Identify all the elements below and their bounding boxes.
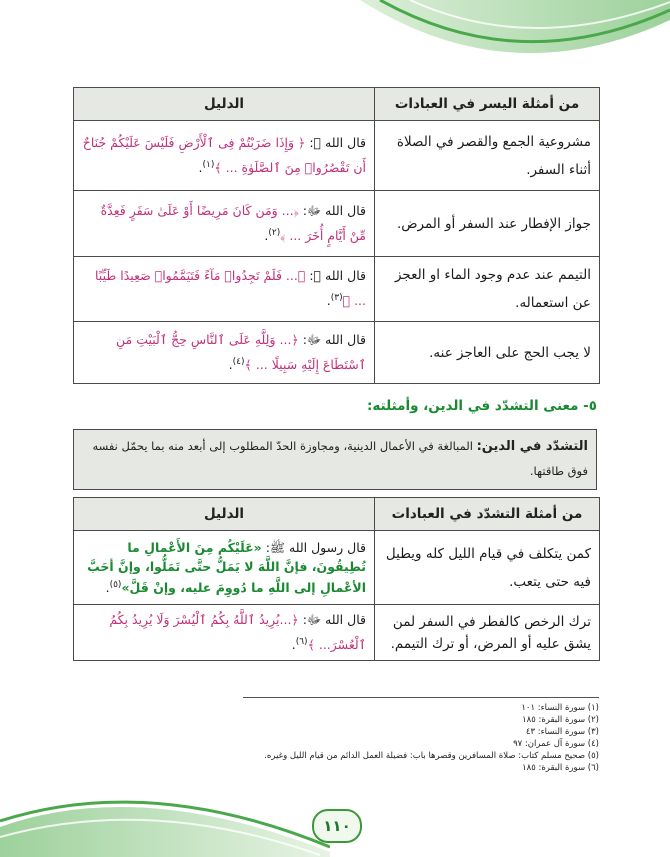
example-cell: التيمم عند عدم وجود الماء او العجز عن استعماله. <box>375 257 600 322</box>
evidence-cell: قال الله ﷻ: ﴿...يُرِيدُ ٱللَّهُ بِكُمُ ٱلْيُسْرَ وَلَا يُرِيدُ بِكُمُ ٱلْعُسْرَ... ﴾$^{(٦)}$. <box>74 605 375 661</box>
quran-quote: ﴿ وَإِذَا ضَرَبْتُمْ فِى ٱلْأَرْضِ فَلَيْسَ عَلَيْكُمْ جُنَاحٌ أَن تَقْصُرُوا۟ مِنَ ٱلصَّلَوٰةِ ... ﴾ <box>82 134 366 176</box>
evidence-intro: قال الله ﷻ: <box>302 331 366 347</box>
evidence-intro: قال الله ﷻ: <box>302 202 366 218</box>
column-header-evidence: الدليل <box>74 498 375 531</box>
footnote-ref: (١) <box>202 159 215 170</box>
footnote-item: (٦) سورة البقرة: ١٨٥ <box>522 763 599 773</box>
evidence-intro: قال رسول الله ﷺ: <box>265 539 366 555</box>
footnote-ref: (٦) <box>295 637 308 647</box>
table-row <box>74 322 600 384</box>
column-header-evidence: الدليل <box>74 88 375 121</box>
page-number: ١١٠ <box>312 809 362 843</box>
example-cell: جواز الإفطار عند السفر أو المرض. <box>375 191 600 257</box>
quran-quote: ﴿... فَلَمْ تَجِدُوا۟ مَآءً فَتَيَمَّمُوا۟ صَعِيدًا طَيِّبًا ... ﴾ <box>95 268 366 309</box>
definition-term: التشدّد في الدين: <box>476 439 588 454</box>
hadith-quote: «عَلَيْكُم مِنَ الأَعْمالِ ما تُطِيقُونَ، فإنَّ اللَّهَ لا يَمَلُّ حتَّى تَمَلُّوا، وإنَّ أحَبَّ الأعْمالِ إلى اللَّهِ ما دُووِمَ عليه، وإنْ قَلَّ» <box>87 539 366 596</box>
top-ornament <box>360 0 670 60</box>
evidence-intro: قال الله ﷻ: <box>309 268 366 284</box>
example-cell: ترك الرخص كالفطر في السفر لمن يشق عليه أو المرض، أو ترك التيمم. <box>375 605 600 661</box>
evidence-cell: قال رسول الله ﷺ: «عَلَيْكُم مِنَ الأَعْمالِ ما تُطِيقُونَ، فإنَّ اللَّهَ لا يَمَلُّ حتَّى تَمَلُّوا، وإنَّ أحَبَّ الأعْمالِ إلى اللَّهِ ما دُووِمَ عليه، وإنْ قَلَّ»$^{(٥)}$. <box>74 531 375 605</box>
footnote-ref: (٢) <box>268 227 281 238</box>
evidence-intro: قال الله ﷻ: <box>309 134 366 150</box>
example-cell: كمن يتكلف في قيام الليل كله ويطيل فيه حتى يتعب. <box>375 531 600 605</box>
table-row <box>74 121 600 191</box>
evidence-cell: قال الله ﷻ: ﴿ وَإِذَا ضَرَبْتُمْ فِى ٱلْأَرْضِ فَلَيْسَ عَلَيْكُمْ جُنَاحٌ أَن تَقْصُرُوا۟ مِنَ ٱلصَّلَوٰةِ ... ﴾$^{(١)}$. <box>74 121 375 191</box>
strictness-examples-table <box>73 497 600 661</box>
footnote-ref: (٤) <box>232 356 245 367</box>
table-row <box>74 257 600 322</box>
footnote-item: (٢) سورة البقرة: ١٨٥ <box>522 715 599 725</box>
section-title: ٥- معنى التشدّد في الدين، وأمثلته: <box>366 398 597 414</box>
table-header-row <box>74 88 600 121</box>
footnote-item: (٥) صحيح مسلم كتاب: صلاة المسافرين وقصرها باب: فضيلة العمل الدائم من قيام الليل وغيره. <box>264 751 599 761</box>
footnote-ref: (٥) <box>109 579 122 590</box>
quran-quote: ﴿... وَلِلَّهِ عَلَى ٱلنَّاسِ حِجُّ ٱلْبَيْتِ مَنِ ٱسْتَطَاعَ إِلَيْهِ سَبِيلًا ... ﴾ <box>116 331 366 373</box>
footnote-divider <box>243 697 599 698</box>
evidence-cell: قال الله ﷻ: ﴿... وَمَن كَانَ مَرِيضًا أَوْ عَلَىٰ سَفَرٍ فَعِدَّةٌ مِّنْ أَيَّامٍ أُخَرَ ... ﴾$^{(٢)}$. <box>74 191 375 257</box>
evidence-cell: قال الله ﷻ: ﴿... وَلِلَّهِ عَلَى ٱلنَّاسِ حِجُّ ٱلْبَيْتِ مَنِ ٱسْتَطَاعَ إِلَيْهِ سَبِيلًا ... ﴾$^{(٤)}$. <box>74 322 375 384</box>
footnote-item: (٣) سورة النساء: ٤٣ <box>525 727 599 737</box>
ease-examples-table <box>73 87 600 384</box>
table-row <box>74 605 600 661</box>
definition-text: المبالغة في الأعمال الدينية، ومجاوزة الحدّ المطلوب إلى أبعد منه بما يحمّل نفسه فوق طاقتها. <box>92 439 588 478</box>
example-cell: لا يجب الحج على العاجز عنه. <box>375 322 600 384</box>
footnote-item: (١) سورة النساء: ١٠١ <box>521 703 599 713</box>
bottom-ornament <box>0 787 330 857</box>
table-row <box>74 531 600 605</box>
quran-quote: ﴿...يُرِيدُ ٱللَّهُ بِكُمُ ٱلْيُسْرَ وَلَا يُرِيدُ بِكُمُ ٱلْعُسْرَ... ﴾ <box>109 612 366 653</box>
table-row <box>74 191 600 257</box>
column-header-examples: من أمثلة اليسر في العبادات <box>375 88 600 121</box>
definition-box <box>73 429 597 490</box>
table-header-row <box>74 498 600 531</box>
evidence-intro: قال الله ﷻ: <box>302 612 366 627</box>
footnote-item: (٤) سورة آل عمران: ٩٧ <box>513 739 599 749</box>
quran-quote: ﴿... وَمَن كَانَ مَرِيضًا أَوْ عَلَىٰ سَفَرٍ فَعِدَّةٌ مِّنْ أَيَّامٍ أُخَرَ ... ﴾ <box>100 202 366 244</box>
column-header-examples: من أمثلة التشدّد في العبادات <box>375 498 600 531</box>
footnote-ref: (٣) <box>330 293 343 304</box>
footnotes <box>199 702 599 774</box>
evidence-cell: قال الله ﷻ: ﴿... فَلَمْ تَجِدُوا۟ مَآءً فَتَيَمَّمُوا۟ صَعِيدًا طَيِّبًا ... ﴾$^{(٣)}$. <box>74 257 375 322</box>
example-cell: مشروعية الجمع والقصر في الصلاة أثناء السفر. <box>375 121 600 191</box>
